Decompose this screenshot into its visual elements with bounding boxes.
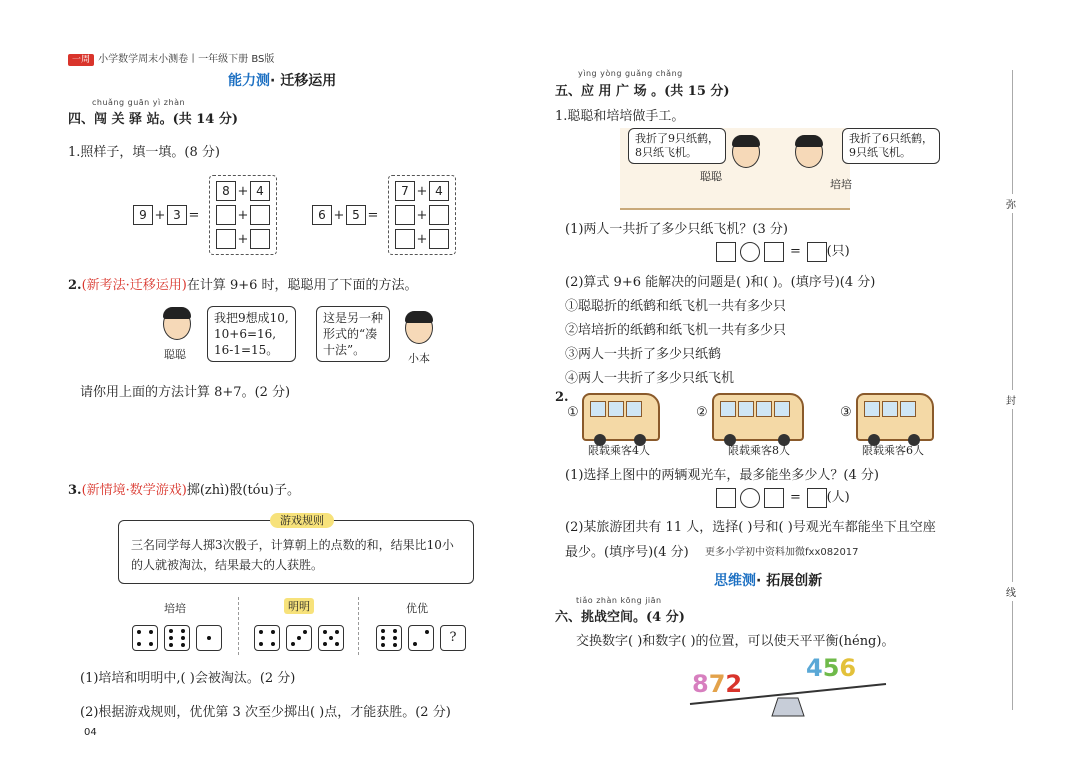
- r-q2-sub2b: 最少。(填序号)(4 分): [565, 545, 689, 560]
- bubble2-line: 这是另一种: [323, 311, 384, 325]
- q1-ex2-group: 7 + 4 + +: [388, 175, 456, 255]
- q1-ex1-a: 9: [133, 205, 153, 225]
- section-title-sub: · 拓展创新: [756, 573, 823, 589]
- bus-3-mark: ③: [840, 405, 852, 420]
- digit-left: 8: [692, 670, 709, 698]
- answer-box[interactable]: [395, 229, 415, 249]
- die-6-icon: [164, 625, 190, 651]
- answer-box[interactable]: [764, 488, 784, 508]
- bus-2: [712, 393, 804, 441]
- dice-peipei: [132, 625, 228, 651]
- answer-box[interactable]: [395, 205, 415, 225]
- unit-label: (人): [826, 490, 850, 505]
- section-title-main: 思维测: [714, 573, 756, 589]
- bubble1-line: 16-1=15。: [214, 343, 279, 357]
- balance-scale: [686, 654, 890, 718]
- dice-youyou: [376, 625, 472, 651]
- q1-ex2-a: 6: [312, 205, 332, 225]
- page-header: [68, 50, 274, 66]
- part6-pinyin: tiǎo zhàn kōng jiān: [576, 596, 662, 605]
- answer-box[interactable]: [764, 242, 784, 262]
- rules-tag: [270, 512, 334, 528]
- section-title-sub: · 迁移运用: [270, 73, 337, 89]
- rules-line: 三名同学每人掷3次骰子，计算朝上的点数的和，结果比10小: [131, 538, 454, 552]
- bubble1-line: 10+6=16,: [214, 327, 277, 341]
- q1-ex2-r1b: 4: [429, 181, 449, 201]
- xiaoben-avatar: [405, 312, 433, 344]
- answer-box[interactable]: [716, 242, 736, 262]
- part5-title: 五、应 用 广 场 。(共 15 分): [555, 84, 730, 99]
- r-option-4: ④两人一共折了多少只纸飞机: [565, 371, 735, 386]
- die-1-icon: [196, 625, 222, 651]
- answer-box[interactable]: [807, 242, 827, 262]
- bus-2-mark: ②: [696, 405, 708, 420]
- q1-ex1-r1a: 8: [216, 181, 236, 201]
- player-mingming: 明明: [284, 598, 314, 614]
- bus-icon: [712, 393, 804, 441]
- q3-text: 掷(zhì)骰(tóu)子。: [186, 483, 300, 498]
- bubble2-line: 十法”。: [323, 343, 366, 357]
- q2-prompt: [68, 274, 418, 293]
- page-number: 04: [84, 727, 97, 738]
- congcong-avatar: [163, 308, 191, 340]
- r-q2-num: 2.: [555, 390, 569, 405]
- r-bubble1-line: 我折了9只纸鹤，: [635, 132, 719, 145]
- q3-sub2: (2)根据游戏规则，优优第 3 次至少掷出( )点，才能获胜。(2 分): [80, 705, 451, 720]
- dice-mingming: [254, 625, 350, 651]
- girl-face-icon: [795, 136, 823, 168]
- digit-right: 6: [839, 654, 857, 682]
- r-bubble-1: [628, 128, 726, 164]
- answer-box[interactable]: [216, 229, 236, 249]
- r-q2-sub2a: (2)某旅游团共有 11 人，选择( )号和( )号观光车都能坐下且空座: [565, 520, 936, 535]
- bus-3-cap: 限载乘客6人: [862, 444, 924, 457]
- binding-char-1: 弥: [1006, 194, 1016, 213]
- rules-tag-label: 游戏规则: [270, 513, 334, 528]
- q1-ex2-equation: 6 + 5 =: [312, 205, 380, 225]
- answer-box[interactable]: [216, 205, 236, 225]
- r-q2-sub1: (1)选择上图中的两辆观光车，最多能坐多少人？(4 分): [565, 468, 879, 483]
- boy-face-icon: [163, 308, 191, 340]
- part6-text: 交换数字( )和数字( )的位置，可以使天平平衡(héng)。: [576, 634, 895, 649]
- operator-circle[interactable]: [740, 488, 760, 508]
- bus-1-cap: 限载乘客4人: [588, 444, 650, 457]
- r-peipei-name: 培培: [830, 178, 852, 191]
- die-5-icon: [318, 625, 344, 651]
- q2-num: 2.: [68, 278, 82, 293]
- q3-sub1: (1)培培和明明中,( )会被淘汰。(2 分): [80, 671, 296, 686]
- q1-ex2-b: 5: [346, 205, 366, 225]
- binding-char-2: 封: [1006, 390, 1016, 409]
- header-badge: 一周: [68, 54, 94, 66]
- r-q1-sub2: (2)算式 9+6 能解决的问题是( )和( )。(填序号)(4 分): [565, 275, 876, 290]
- r-option-2: ②培培折的纸鹤和纸飞机一共有多少只: [565, 323, 787, 338]
- digit-left: 2: [725, 670, 743, 698]
- answer-box[interactable]: [250, 205, 270, 225]
- bus-1-mark: ①: [567, 405, 579, 420]
- bus-2-cap: 限载乘客8人: [728, 444, 790, 457]
- q2-tag: (新考法·迁移运用): [81, 278, 187, 293]
- digit-left: 7: [708, 670, 726, 698]
- r-bubble2-line: 我折了6只纸鹤，: [849, 132, 933, 145]
- q3-num: 3.: [68, 483, 82, 498]
- part6-title: 六、挑战空间。(4 分): [555, 610, 685, 625]
- answer-box[interactable]: [807, 488, 827, 508]
- answer-box[interactable]: [250, 229, 270, 249]
- section-title-main: 能力测: [228, 73, 270, 89]
- boy-face-icon: [405, 312, 433, 344]
- bubble2-line: 形式的“凑: [323, 327, 378, 341]
- r-congcong-avatar: [732, 136, 760, 168]
- scale-left-digits: [692, 670, 742, 698]
- die-3-icon: [286, 625, 312, 651]
- r-q2-answer-eq: [716, 486, 850, 508]
- bus-icon: [582, 393, 660, 441]
- answer-box[interactable]: [716, 488, 736, 508]
- unit-label: (只): [826, 244, 850, 259]
- operator-circle[interactable]: [740, 242, 760, 262]
- r-bubble1-line: 8只纸飞机。: [635, 146, 697, 159]
- boy-face-icon: [732, 136, 760, 168]
- rules-box: [118, 520, 474, 584]
- q1-ex2-r1a: 7: [395, 181, 415, 201]
- r-option-3: ③两人一共折了多少只纸鹤: [565, 347, 722, 362]
- r-peipei-avatar: [795, 136, 823, 168]
- digit-right: 5: [822, 654, 840, 682]
- part5-pinyin: yìng yòng guǎng chǎng: [578, 69, 683, 78]
- die-4-icon: [254, 625, 280, 651]
- watermark-text: 更多小学初中资料加微fxx082017: [705, 547, 859, 558]
- q2-ask: 请你用上面的方法计算 8+7。(2 分): [80, 385, 291, 400]
- q1-label: 1.照样子，填一填。(8 分): [68, 145, 220, 160]
- scale-right-digits: [806, 654, 856, 682]
- part4-title: 四、闯 关 驿 站。(共 14 分): [68, 112, 239, 127]
- r-q1-label: 1.聪聪和培培做手工。: [555, 109, 685, 124]
- q3-tag: (新情境·数学游戏): [81, 483, 187, 498]
- speech-bubble-2: [316, 306, 390, 362]
- section-title-thinking: [714, 570, 822, 590]
- q2-text: 在计算 9+6 时，聪聪用了下面的方法。: [186, 278, 418, 293]
- r-q1-sub1: (1)两人一共折了多少只纸飞机？(3 分): [565, 222, 788, 237]
- divider: [358, 597, 359, 655]
- answer-box[interactable]: [429, 205, 449, 225]
- die-4-icon: [132, 625, 158, 651]
- xiaoben-name: 小本: [408, 352, 430, 365]
- speech-bubble-1: [207, 306, 296, 362]
- r-bubble2-line: 9只纸飞机。: [849, 146, 911, 159]
- answer-box[interactable]: [429, 229, 449, 249]
- player-peipei: 培培: [164, 602, 186, 615]
- q1-ex1-r1b: 4: [250, 181, 270, 201]
- section-title-ability: [228, 70, 336, 90]
- rules-content: [118, 520, 474, 584]
- part4-pinyin: chuǎng guān yì zhàn: [92, 98, 186, 107]
- binding-char-3: 线: [1006, 582, 1016, 601]
- q3-prompt: [68, 479, 300, 498]
- r-congcong-name: 聪聪: [700, 170, 722, 183]
- bubble1-line: 我把9想成10,: [214, 311, 289, 325]
- bus-3: [856, 393, 934, 441]
- q1-ex1-group: 8 + 4 + +: [209, 175, 277, 255]
- bus-1: [582, 393, 660, 441]
- r-option-1: ①聪聪折的纸鹤和纸飞机一共有多少只: [565, 299, 787, 314]
- q1-ex1-b: 3: [167, 205, 187, 225]
- rules-line: 的人就被淘汰，结果最大的人获胜。: [131, 558, 324, 572]
- r-bubble-2: [842, 128, 940, 164]
- bus-icon: [856, 393, 934, 441]
- die-unknown-icon: ?: [440, 625, 466, 651]
- die-6-icon: [376, 625, 402, 651]
- congcong-name: 聪聪: [164, 348, 186, 361]
- q1-ex1-equation: 9 + 3 =: [133, 205, 201, 225]
- divider: [238, 597, 239, 655]
- digit-right: 4: [806, 654, 823, 682]
- equals-sign: =: [789, 244, 801, 259]
- header-series: 小学数学周末小测卷丨一年级下册 BS版: [98, 54, 275, 65]
- player-youyou: 优优: [406, 602, 428, 615]
- equals-sign: =: [789, 490, 801, 505]
- r-q1-answer-eq: [716, 240, 850, 262]
- die-2-icon: [408, 625, 434, 651]
